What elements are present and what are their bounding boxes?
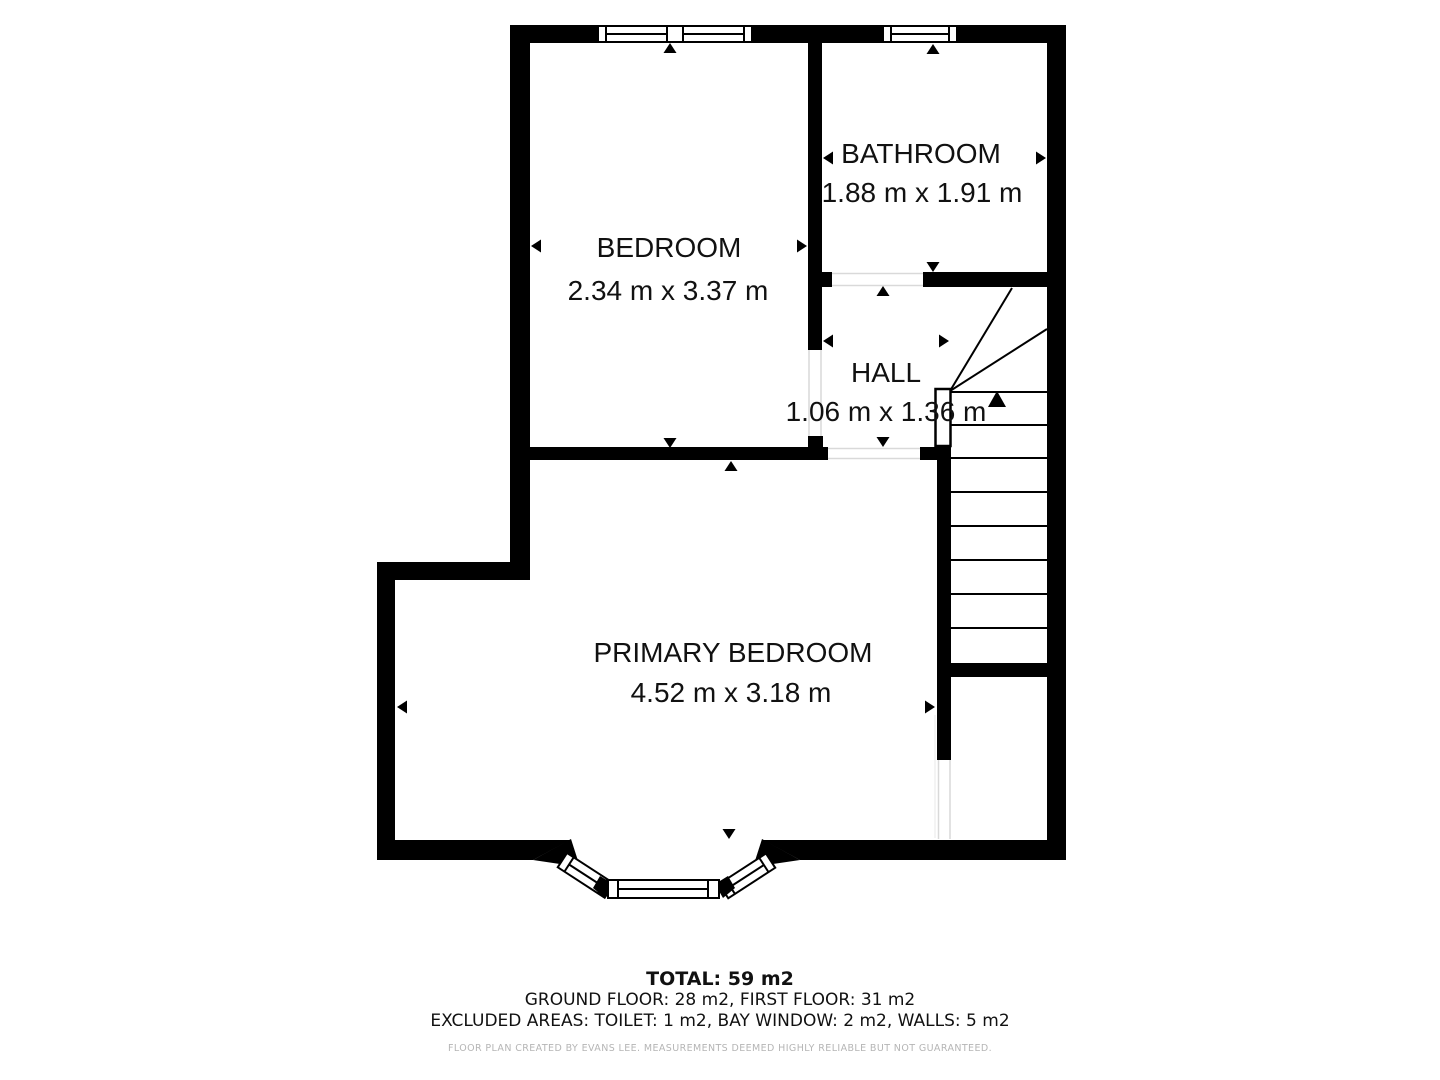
arrow-right-icon (925, 701, 935, 714)
arrow-up-icon (664, 43, 677, 53)
wall-bathroom-stub (822, 272, 832, 287)
wall-left-upper (510, 25, 530, 580)
bedroom-dimensions: 2.34 m x 3.37 m (567, 275, 769, 306)
wall-stair-side (937, 446, 951, 760)
primary-bedroom-label: PRIMARY BEDROOM (593, 637, 873, 668)
arrow-up-icon (927, 44, 940, 54)
arrow-left-icon (531, 240, 541, 253)
floor-areas-text: GROUND FLOOR: 28 m2, FIRST FLOOR: 31 m2 (524, 990, 916, 1010)
excluded-areas-text: EXCLUDED AREAS: TOILET: 1 m2, BAY WINDOW: 2 m2, WALLS: 5 m2 (430, 1011, 1010, 1031)
arrow-down-icon (877, 437, 890, 447)
arrow-left-icon (397, 701, 407, 714)
window-bedroom-double (598, 26, 752, 42)
window-bathroom (883, 26, 957, 42)
arrow-up-icon (725, 461, 738, 471)
arrow-left-icon (823, 152, 833, 165)
wall-top (510, 25, 1066, 43)
total-area-text: TOTAL: 59 m2 (646, 968, 794, 990)
arrow-right-icon (797, 240, 807, 253)
arrow-right-icon (1036, 152, 1046, 165)
arrow-down-icon (664, 438, 677, 448)
room-labels (568, 138, 1023, 708)
disclaimer-text: FLOOR PLAN CREATED BY EVANS LEE. MEASUREMENTS DEEMED HIGHLY RELIABLE BUT NOT GUARANTEED. (447, 1043, 992, 1054)
wall-left-lower (377, 562, 395, 860)
primary-bedroom-dimensions: 4.52 m x 3.18 m (630, 677, 832, 708)
arrow-down-icon (927, 262, 940, 272)
winder-line-2 (950, 329, 1047, 391)
bay-window (533, 839, 800, 898)
winder-line-1 (950, 288, 1012, 391)
arrow-left-icon (823, 335, 833, 348)
arrow-up-icon (877, 286, 890, 296)
bathroom-label: BATHROOM (841, 138, 1001, 169)
hall-dimensions: 1.06 m x 1.36 m (785, 396, 987, 427)
hall-label: HALL (850, 357, 922, 388)
wall-divider-bedroom-hall (808, 43, 822, 350)
wall-bottom-right (763, 840, 1066, 860)
staircase (936, 288, 1048, 628)
wall-bedroom-bottom (530, 447, 828, 460)
wall-bathroom-bottom (923, 272, 1047, 287)
wall-understair (947, 663, 1047, 677)
wall-hall-piece (920, 447, 938, 460)
bedroom-label: BEDROOM (596, 232, 742, 263)
stair-direction-arrow-icon (988, 391, 1006, 407)
wall-step-connector (377, 562, 530, 580)
arrow-down-icon (723, 829, 736, 839)
bay-window-center (608, 880, 719, 898)
wall-right (1047, 25, 1066, 860)
arrow-right-icon (939, 335, 949, 348)
bathroom-dimensions: 1.88 m x 1.91 m (821, 177, 1023, 208)
